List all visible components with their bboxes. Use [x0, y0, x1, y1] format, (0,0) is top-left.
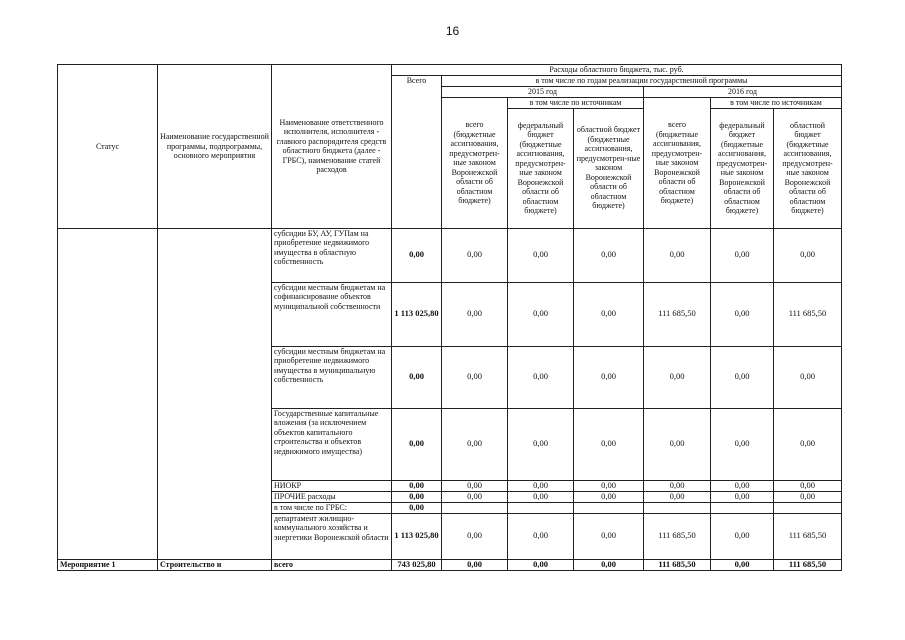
- header-status: Статус: [58, 65, 158, 229]
- row-name: департамент жилищно-коммунального хозяйства и энергетики Воронежской области: [272, 513, 392, 559]
- row-value: 111 685,50: [644, 559, 711, 570]
- header-year-2016: 2016 год: [644, 87, 842, 98]
- row-total: 0,00: [392, 228, 442, 282]
- row-value: 0,00: [711, 228, 774, 282]
- row-name: в том числе по ГРБС:: [272, 502, 392, 513]
- header-all-2015: всего (бюджетные ассигнования, предусмотрен-ные законом Воронежской области об областном бюджете): [442, 98, 508, 229]
- row-value: 111 685,50: [774, 282, 842, 346]
- header-by-sources-2016: в том числе по источникам: [711, 98, 842, 109]
- row-total: 0,00: [392, 346, 442, 408]
- row-value: 0,00: [574, 559, 644, 570]
- program-event: Строительство и: [158, 559, 272, 570]
- row-name: ПРОЧИЕ расходы: [272, 491, 392, 502]
- row-total: 1 113 025,80: [392, 282, 442, 346]
- row-value: 0,00: [574, 346, 644, 408]
- row-value: 0,00: [442, 513, 508, 559]
- row-value: 0,00: [574, 491, 644, 502]
- row-value: 111 685,50: [774, 559, 842, 570]
- row-value: [644, 502, 711, 513]
- header-budget: Расходы областного бюджета, тыс. руб.: [392, 65, 842, 76]
- row-value: 0,00: [508, 228, 574, 282]
- row-name: Государственные капитальные вложения (за исключением объектов капитального строительства и объектов недвижимого имущества): [272, 408, 392, 480]
- row-value: 0,00: [508, 559, 574, 570]
- row-total: 0,00: [392, 502, 442, 513]
- program-cell: [158, 228, 272, 559]
- header-year-2015: 2015 год: [442, 87, 644, 98]
- row-name: всего: [272, 559, 392, 570]
- row-value: 0,00: [442, 491, 508, 502]
- row-value: 0,00: [644, 491, 711, 502]
- row-value: 0,00: [442, 408, 508, 480]
- row-total: 1 113 025,80: [392, 513, 442, 559]
- table-row: [58, 559, 842, 570]
- row-value: 0,00: [774, 480, 842, 491]
- budget-table: [57, 64, 842, 571]
- row-value: [774, 502, 842, 513]
- status-cell: [58, 228, 158, 559]
- row-value: 0,00: [711, 282, 774, 346]
- row-value: 0,00: [644, 228, 711, 282]
- row-value: 0,00: [508, 513, 574, 559]
- header-by-sources-2015: в том числе по источникам: [508, 98, 644, 109]
- row-value: 0,00: [711, 559, 774, 570]
- row-value: 0,00: [711, 513, 774, 559]
- row-value: 0,00: [442, 346, 508, 408]
- row-value: 0,00: [644, 408, 711, 480]
- row-value: 0,00: [442, 282, 508, 346]
- row-value: 0,00: [574, 228, 644, 282]
- row-value: 0,00: [508, 491, 574, 502]
- row-value: 0,00: [574, 282, 644, 346]
- header-federal-2015: федеральный бюджет (бюджетные ассигнования, предусмотрен-ные законом Воронежской области об областном бюджете): [508, 108, 574, 228]
- status-event: Мероприятие 1: [58, 559, 158, 570]
- row-value: [442, 502, 508, 513]
- row-value: 0,00: [774, 408, 842, 480]
- header-executor: Наименование ответственного исполнителя, исполнителя - главного распорядителя средств областного бюджета (далее - ГРБС), наименование статей расходов: [272, 65, 392, 229]
- row-value: 0,00: [508, 282, 574, 346]
- row-name: НИОКР: [272, 480, 392, 491]
- row-value: 0,00: [574, 480, 644, 491]
- row-value: 0,00: [774, 228, 842, 282]
- row-total: 743 025,80: [392, 559, 442, 570]
- row-value: 0,00: [508, 346, 574, 408]
- page-number: 16: [445, 24, 460, 38]
- row-value: 111 685,50: [774, 513, 842, 559]
- row-value: 0,00: [442, 559, 508, 570]
- header-federal-2016: федеральный бюджет (бюджетные ассигнования, предусмотрен-ные законом Воронежской области об областном бюджете): [711, 108, 774, 228]
- row-total: 0,00: [392, 408, 442, 480]
- row-value: 0,00: [711, 480, 774, 491]
- row-total: 0,00: [392, 491, 442, 502]
- table-row: [58, 228, 842, 282]
- row-value: [711, 502, 774, 513]
- row-value: 111 685,50: [644, 513, 711, 559]
- row-value: 0,00: [508, 408, 574, 480]
- row-value: 0,00: [711, 491, 774, 502]
- row-name: субсидии БУ, АУ, ГУПам на приобретение недвижимого имущества в областную собственность: [272, 228, 392, 282]
- row-value: [574, 502, 644, 513]
- row-value: 0,00: [644, 346, 711, 408]
- row-value: 0,00: [711, 346, 774, 408]
- row-value: [508, 502, 574, 513]
- row-value: 0,00: [442, 480, 508, 491]
- row-value: 0,00: [574, 408, 644, 480]
- row-value: 0,00: [774, 491, 842, 502]
- row-value: 111 685,50: [644, 282, 711, 346]
- row-value: 0,00: [508, 480, 574, 491]
- header-regional-2016: областной бюджет (бюджетные ассигнования, предусмотрен-ные законом Воронежской области об областном бюджете): [774, 108, 842, 228]
- row-value: 0,00: [711, 408, 774, 480]
- row-value: 0,00: [574, 513, 644, 559]
- row-name: субсидии местным бюджетам на приобретение недвижимого имущества в муниципальную собственность: [272, 346, 392, 408]
- header-regional-2015: областной бюджет (бюджетные ассигнования, предусмотрен-ные законом Воронежской области об областном бюджете): [574, 108, 644, 228]
- header-total: Всего: [392, 76, 442, 229]
- row-total: 0,00: [392, 480, 442, 491]
- row-value: 0,00: [644, 480, 711, 491]
- row-name: субсидии местным бюджетам на софинансирование объектов муниципальной собственности: [272, 282, 392, 346]
- row-value: 0,00: [774, 346, 842, 408]
- row-value: 0,00: [442, 228, 508, 282]
- header-program-name: Наименование государственной программы, подпрограммы, основного мероприятия: [158, 65, 272, 229]
- header-by-years: в том числе по годам реализации государственной программы: [442, 76, 842, 87]
- header-all-2016: всего (бюджетные ассигнования, предусмотрен-ные законом Воронежской области об областном бюджете): [644, 98, 711, 229]
